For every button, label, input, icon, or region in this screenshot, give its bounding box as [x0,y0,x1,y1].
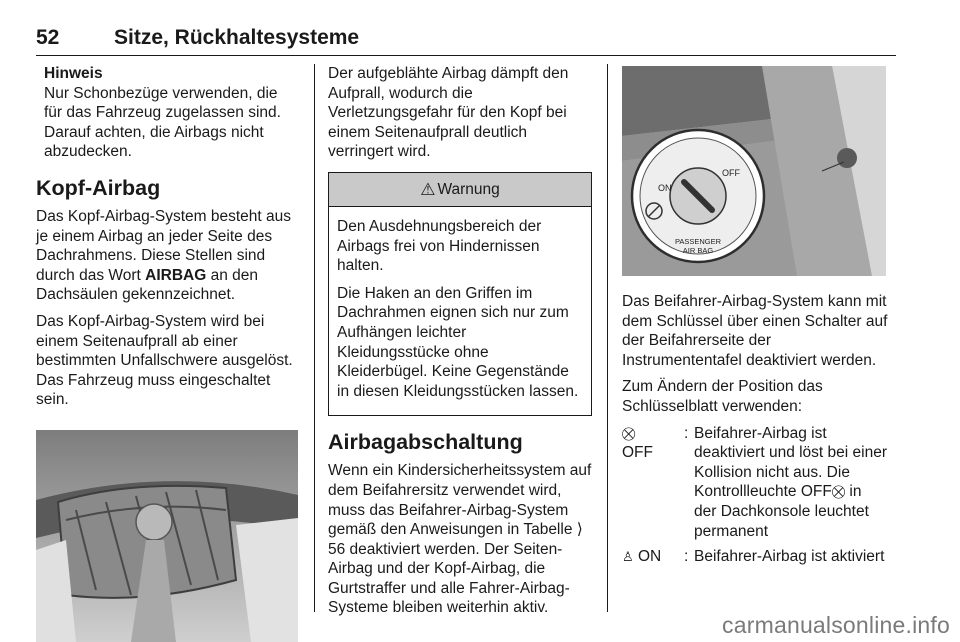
switch-on-label: ON [658,183,672,193]
airbag-word: AIRBAG [145,266,207,284]
column-divider [607,64,608,612]
curtain-airbag-illustration [36,430,298,642]
warning-header [329,173,591,207]
note-title: Hinweis [44,65,103,82]
definition-row-off [622,424,888,542]
column-3 [622,64,888,573]
note-text: Nur Schonbezüge verwenden, die für das Fahrzeug zugelassen sind. Darauf achten, die Airbags nicht abzudecken. [44,84,281,161]
passenger-airbag-off-icon: ⛒ [622,425,636,441]
definition-row-on [622,547,888,567]
definition-colon: : [684,424,689,442]
cross-reference-arrow-icon: ⟩ [576,521,583,539]
page-number: 52 [36,26,60,49]
switch-panel-label-2: AIR BAG [682,246,714,255]
passenger-airbag-on-icon: ♙ [622,549,634,565]
warning-text: Den Ausdehnungsbereich der Airbags frei von Hindernissen halten. [337,217,542,275]
section-heading-kopf-airbag: Kopf-Airbag [36,175,161,200]
warning-title: Warnung [437,180,500,198]
column-divider [314,64,315,612]
switch-off-label: OFF [722,168,740,178]
warning-triangle-icon: ⚠ [420,179,436,199]
definition-description: Beifahrer-Airbag ist deaktiviert und löst bei einer Kollision nicht aus. Die Kontrollleuchte OFF⛒ in der Dachkonsole leuchtet permanent [694,424,888,540]
warning-text: Die Haken an den Griffen im Dachrahmen eignen sich nur zum Aufhängen leichter Kleidungsstücke ohne Kleiderbügel. Keine Gegenstände in diesen Kleidungsstücken lassen. [337,284,579,400]
note-box [36,64,298,162]
paragraph: Das Kopf-Airbag-System wird bei einem Seitenaufprall ab einer bestimmten Unfallschwere ausgelöst. Das Fahrzeug muss eingeschaltet sein. [36,312,293,409]
paragraph: Der aufgeblähte Airbag dämpft den Aufprall, wodurch die Verletzungsgefahr für den Kopf bei einem Seitenaufprall deutlich verringert wird. [328,65,569,161]
running-head: Sitze, Rückhaltesysteme [114,26,360,49]
watermark: carmanualsonline.info [722,612,950,638]
paragraph: Zum Ändern der Position das Schlüsselblatt verwenden: [622,378,823,415]
definition-colon: : [684,548,689,566]
passenger-airbag-off-icon: ⛒ [831,484,846,500]
warning-body [329,207,591,415]
paragraph: Wenn ein Kindersicherheitssystem auf dem Beifahrersitz verwendet wird, muss das Beifahrer-Airbag-System gemäß den Anweisungen in Tabelle ⟩ 56 deaktiviert werden. Der Seiten-Airbag und der Kopf-Airbag, die Gurtstraffer und alle Fahrer-Airbag-Systeme bleiben weiterhin aktiv. [328,462,592,617]
column-1 [36,64,298,642]
page-reference[interactable]: 56 [328,540,346,558]
definition-term: ♙ ON [622,548,662,566]
section-heading-airbagabschaltung: Airbagabschaltung [328,430,523,455]
paragraph: Das Kopf-Airbag-System besteht aus je einem Airbag an jeder Seite des Dachrahmens. Diese Stellen sind durch das Wort AIRBAG an den Dachsäulen gekennzeichnet. [36,207,292,304]
definition-term: ⛒ OFF [622,425,653,462]
warning-box [328,172,592,416]
airbag-switch-illustration [622,66,886,276]
paragraph: Das Beifahrer-Airbag-System kann mit dem Schlüssel über einen Schalter auf der Beifahrerseite der Instrumententafel deaktiviert werden. [622,293,888,369]
column-2 [328,64,592,625]
definition-description: Beifahrer-Airbag ist aktiviert [694,548,885,566]
switch-panel-label: PASSENGER [674,237,722,246]
page-header [36,20,896,56]
